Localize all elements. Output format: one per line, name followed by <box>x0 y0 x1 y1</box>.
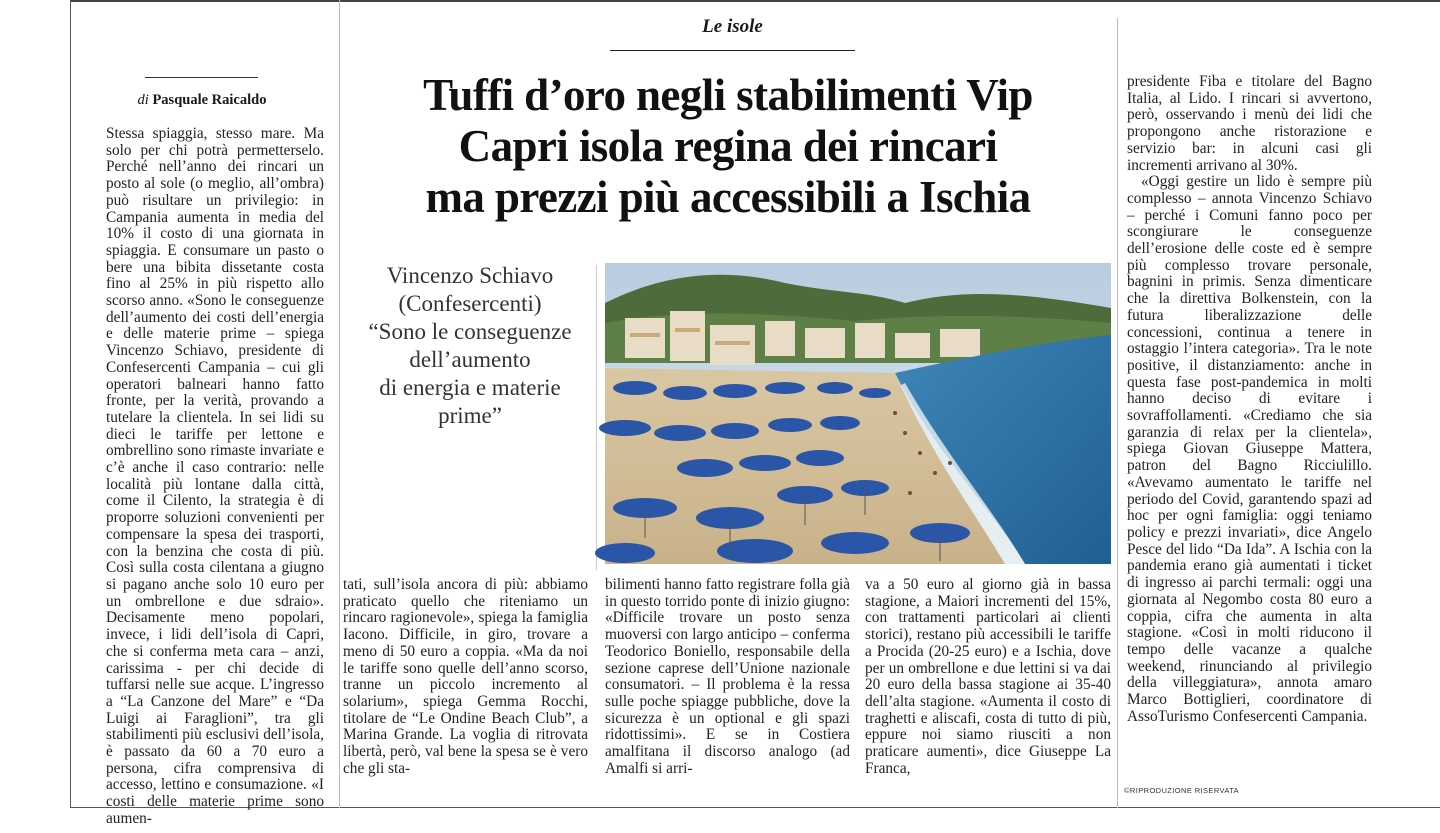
pull-quote-line-4: dell’aumento <box>409 347 531 372</box>
pull-quote-rule <box>596 265 597 570</box>
column-2 <box>343 577 588 795</box>
column-5-paragraph-2: «Oggi gestire un lido è sempre più complesso – annota Vincenzo Schiavo – perché i Comuni fanno poco per scongiurare le conseguenze dell’erosione delle coste ed è sempre più complesso trovare personale, bagnini in primis. Senza dimenticare che la direttiva Bolkenstein, con la futura liberalizzazione delle concessioni, continua a tenere in ostaggio l’intera categoria». Tra le note positive, il distanziamento: anche in questa fase post-pandemica in molti hanno deciso di evitare i sovraffollamenti. «Crediamo che sia garanzia di relax per la clientela», spiega Giovan Giuseppe Mattera, patron del Bagno Ricciulillo. «Avevamo aumentato le tariffe nel periodo del Covid, garantendo spazi ad hoc per ogni famiglia: oggi teniamo policy e prezzi invariati», dice Angelo Pesce del lido “Da Ida”. A Ischia con la pandemia erano già aumentati i ticket di ingresso ai parchi termali: oggi una giornata al Negombo costa 80 euro a coppia, cifra che aumenta in alta stagione. «Così in molti riducono il tempo delle vacanze a qualche weekend, rinunciando al privilegio della villeggiatura», annota amaro Marco Bottiglieri, coordinatore di AssoTurismo Confesercenti Campania. <box>1127 173 1372 725</box>
column-4 <box>865 577 1111 795</box>
byline-author: Pasquale Raicaldo <box>152 92 267 108</box>
pull-quote <box>350 262 590 430</box>
beach-photo-icon <box>605 263 1111 564</box>
kicker: Le isole <box>702 16 763 37</box>
column-4-paragraph: va a 50 euro al giorno già in bassa stagione, a Maiori incrementi del 15%, con trattamenti particolari ai clienti storici), restano più accessibili le tariffe a Procida (20-25 euro) e a Ischia, dove per un ombrellone e due lettini si va dai 20 euro della bassa stagione ai 35-40 dell’alta stagione. «Aumenta il costo di traghetti e aliscafi, costa di tutto di più, eppure noi siamo riusciti a non praticare aumenti», dice Giuseppe La Franca, <box>865 576 1111 777</box>
kicker-rule <box>610 50 855 51</box>
byline-rule <box>145 77 258 78</box>
column-divider-2 <box>1117 18 1118 808</box>
left-border <box>70 0 71 808</box>
copyright-note: ©RIPRODUZIONE RISERVATA <box>1124 786 1240 795</box>
column-5 <box>1127 74 1372 780</box>
column-1 <box>106 125 324 827</box>
headline-line-2: Capri isola regina dei rincari <box>458 121 998 171</box>
column-2-paragraph: tati, sull’isola ancora di più: abbiamo praticato quello che riteniamo un rincaro ragionevole», spiega la famiglia Iacono. Difficile, in giro, trovare a meno di 50 euro a coppia. «Ma da noi le tariffe sono quelle dell’anno scorso, tranne un piccolo incremento al solarium», spiega Gemma Rocchi, titolare de “Le Ondine Beach Club”, a Marina Grande. La voglia di ritrovata libertà, però, val bene la spesa se è vero che gli sta- <box>343 576 588 777</box>
headline-line-1: Tuffi d’oro negli stabilimenti Vip <box>423 70 1033 120</box>
column-3-paragraph: bilimenti hanno fatto registrare folla già in questo torrido ponte di inizio giugno: «Difficile trovare un posto senza muoversi con largo anticipo – conferma Teodorico Boniello, responsabile della sezione caprese dell’Unione nazionale consumatori. – Il problema è la ressa sulle poche spiagge pubbliche, dove la sicurezza è un optional e gli spazi ridottissimi». E se in Costiera amalfitana il discorso analogo (ad Amalfi si arri- <box>605 576 850 777</box>
pull-quote-line-3: “Sono le conseguenze <box>368 319 572 344</box>
column-1-paragraph: Stessa spiaggia, stesso mare. Ma solo per chi potrà permetterselo. Perché nell’anno dei rincari un posto al sole (o meglio, all’ombra) può risultare un privilegio: in Campania aumenta in media del 10% il costo di una giornata in spiaggia. E consumare un pasto o bere una bibita dissetante costa fino al 25% in più rispetto allo scorso anno. «Sono le conseguenze dell’aumento dei costi dell’energia e delle materie prime – spiega Vincenzo Schiavo, presidente di Confesercenti Campania – cui gli operatori balneari hanno fatto fronte, per la verità, provando a tutelare la clientela. In sei lidi su dieci le tariffe per lettone e ombrellino sono rimaste invariate e c’è anche il caso contrario: nelle località più lontane dalla città, come il Cilento, la strategia è di proporre soluzioni convenienti per compensare la spesa dei trasporti, con la benzina che costa di più. Così sulla costa cilentana a giugno si pagano anche solo 10 euro per un ombrellone e due sdraio». Decisamente meno popolari, invece, i lidi dell’isola di Capri, che si conferma meta cara – anzi, carissima - per chi decide di tuffarsi nelle sue acque. L’ingresso a “La Canzone del Mare” e “Da Luigi ai Faraglioni”, tra gli stabilimenti più esclusivi dell’isola, è passato da 60 a 70 euro a persona, cifra comprensiva di accesso, lettino e consumazione. «I costi delle materie prime sono aumen- <box>106 125 324 827</box>
byline <box>85 92 319 109</box>
pull-quote-line-2: (Confesercenti) <box>398 291 542 316</box>
top-rule <box>70 0 1440 2</box>
pull-quote-line-1: Vincenzo Schiavo <box>386 263 554 288</box>
headline <box>360 70 1096 223</box>
byline-prefix: di <box>137 92 149 108</box>
column-divider-1 <box>339 0 340 808</box>
column-3 <box>605 577 850 795</box>
headline-line-3: ma prezzi più accessibili a Ischia <box>425 172 1031 222</box>
pull-quote-line-5: di energia e materie <box>379 375 561 400</box>
column-5-paragraph-1: presidente Fiba e titolare del Bagno Italia, al Lido. I rincari si avvertono, però, osservando i menù dei lidi che propongono anche ristorazione e servizio bar: in alcuni casi gli incrementi arrivano al 30%. <box>1127 73 1372 174</box>
beach-photo <box>605 263 1111 564</box>
pull-quote-line-6: prime” <box>438 403 502 428</box>
